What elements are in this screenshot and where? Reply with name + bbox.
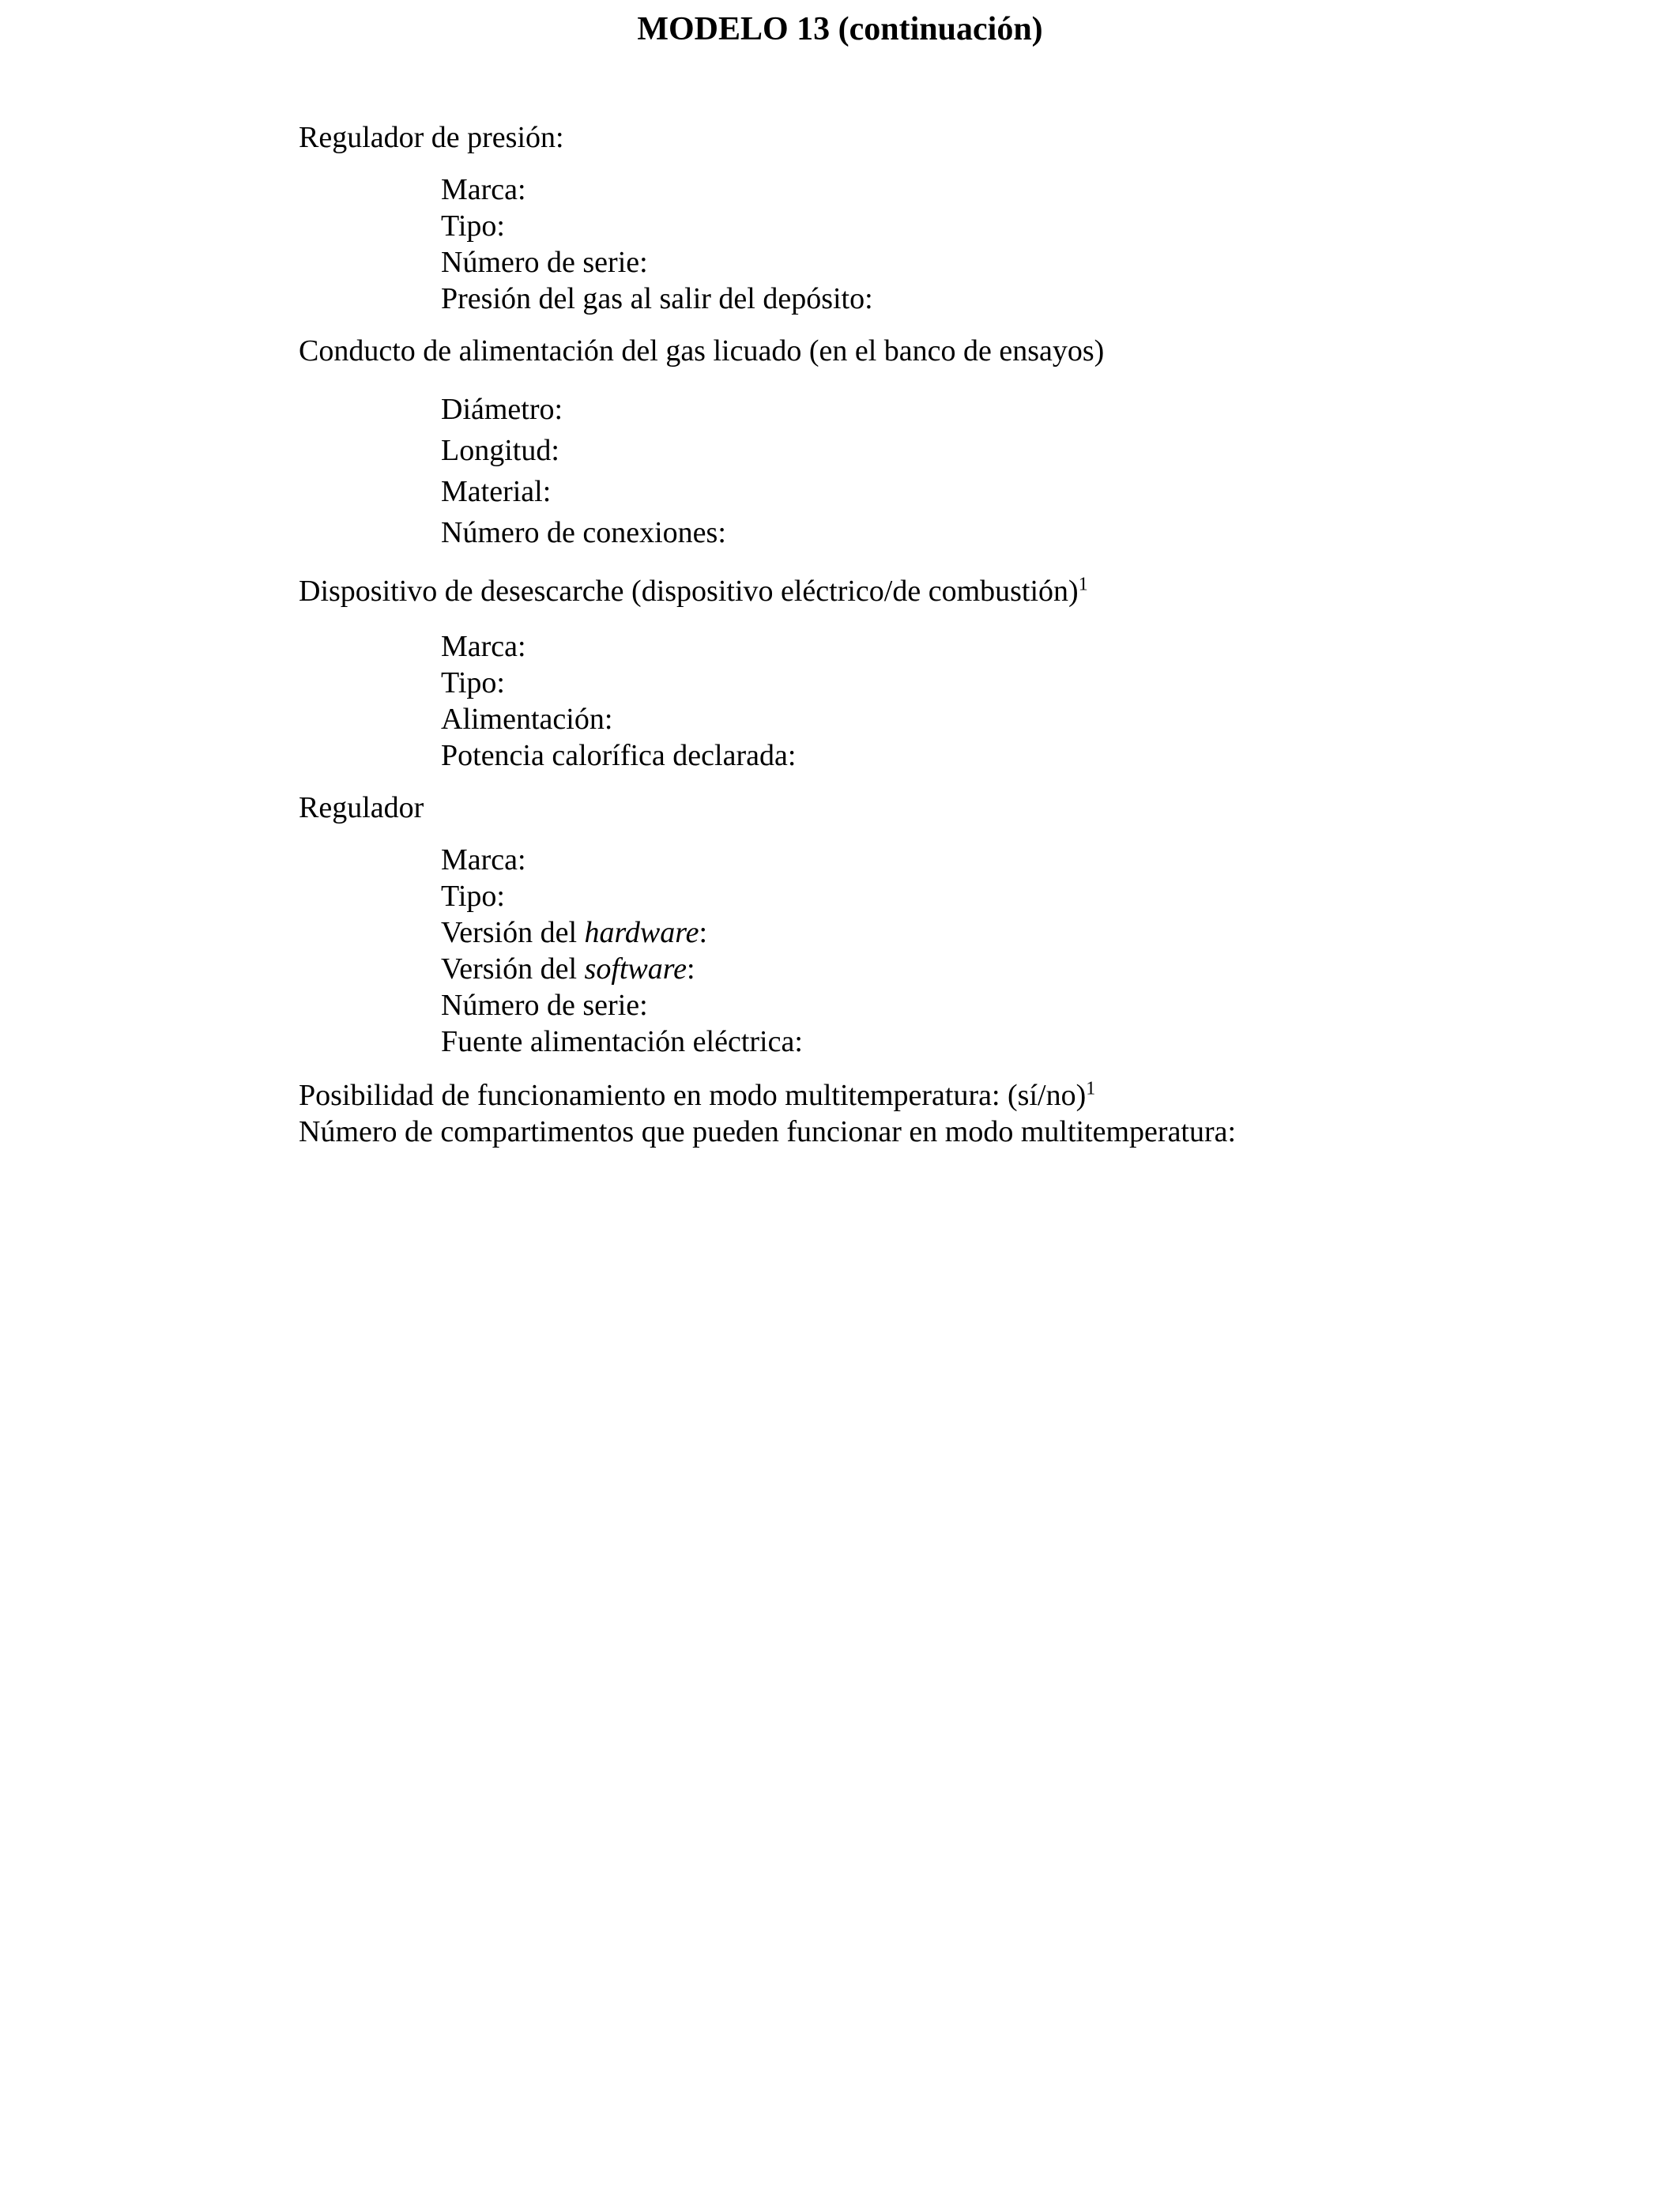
multitemp-capability	[299, 1076, 1095, 1114]
hardware-term: hardware	[584, 916, 699, 949]
field-label-length: Longitud:	[441, 434, 559, 467]
software-version-prefix: Versión del	[441, 952, 585, 986]
field-label-diameter: Diámetro:	[441, 393, 563, 426]
page-title: MODELO 13 (continuación)	[637, 11, 1043, 47]
hardware-version-prefix: Versión del	[441, 916, 585, 949]
section-heading-pressure-regulator: Regulador de presión:	[299, 121, 564, 154]
software-version-suffix: :	[687, 952, 695, 986]
software-term: software	[584, 952, 687, 986]
field-label-power-supply: Alimentación:	[441, 703, 613, 736]
section-heading-gas-supply-duct: Conducto de alimentación del gas licuado (en el banco de ensayos)	[299, 334, 1105, 368]
field-label-brand: Marca:	[441, 843, 526, 876]
field-label-heat-output: Potencia calorífica declarada:	[441, 739, 797, 772]
section-heading-defrost-device-text: Dispositivo de desescarche (dispositivo eléctrico/de combustión)	[299, 575, 1079, 608]
field-label-serial-number: Número de serie:	[441, 989, 648, 1022]
field-label-material: Material:	[441, 475, 552, 508]
field-label-brand: Marca:	[441, 630, 526, 663]
field-label-gas-pressure: Presión del gas al salir del depósito:	[441, 282, 873, 315]
section-heading-defrost-device	[299, 572, 1088, 610]
field-label-type: Tipo:	[441, 209, 505, 243]
field-label-software-version	[441, 950, 695, 988]
footnote-marker: 1	[1086, 1078, 1096, 1099]
section-heading-controller: Regulador	[299, 791, 424, 824]
field-label-serial-number: Número de serie:	[441, 246, 648, 279]
hardware-version-suffix: :	[699, 916, 708, 949]
field-label-brand: Marca:	[441, 173, 526, 206]
field-label-type: Tipo:	[441, 880, 505, 913]
field-label-electrical-supply: Fuente alimentación eléctrica:	[441, 1025, 803, 1058]
field-label-type: Tipo:	[441, 666, 505, 699]
field-label-connections: Número de conexiones:	[441, 516, 726, 549]
multitemp-compartments: Número de compartimentos que pueden funcionar en modo multitemperatura:	[299, 1115, 1237, 1148]
footnote-marker: 1	[1078, 574, 1088, 595]
field-label-hardware-version	[441, 914, 707, 952]
multitemp-capability-text: Posibilidad de funcionamiento en modo multitemperatura: (sí/no)	[299, 1079, 1087, 1112]
